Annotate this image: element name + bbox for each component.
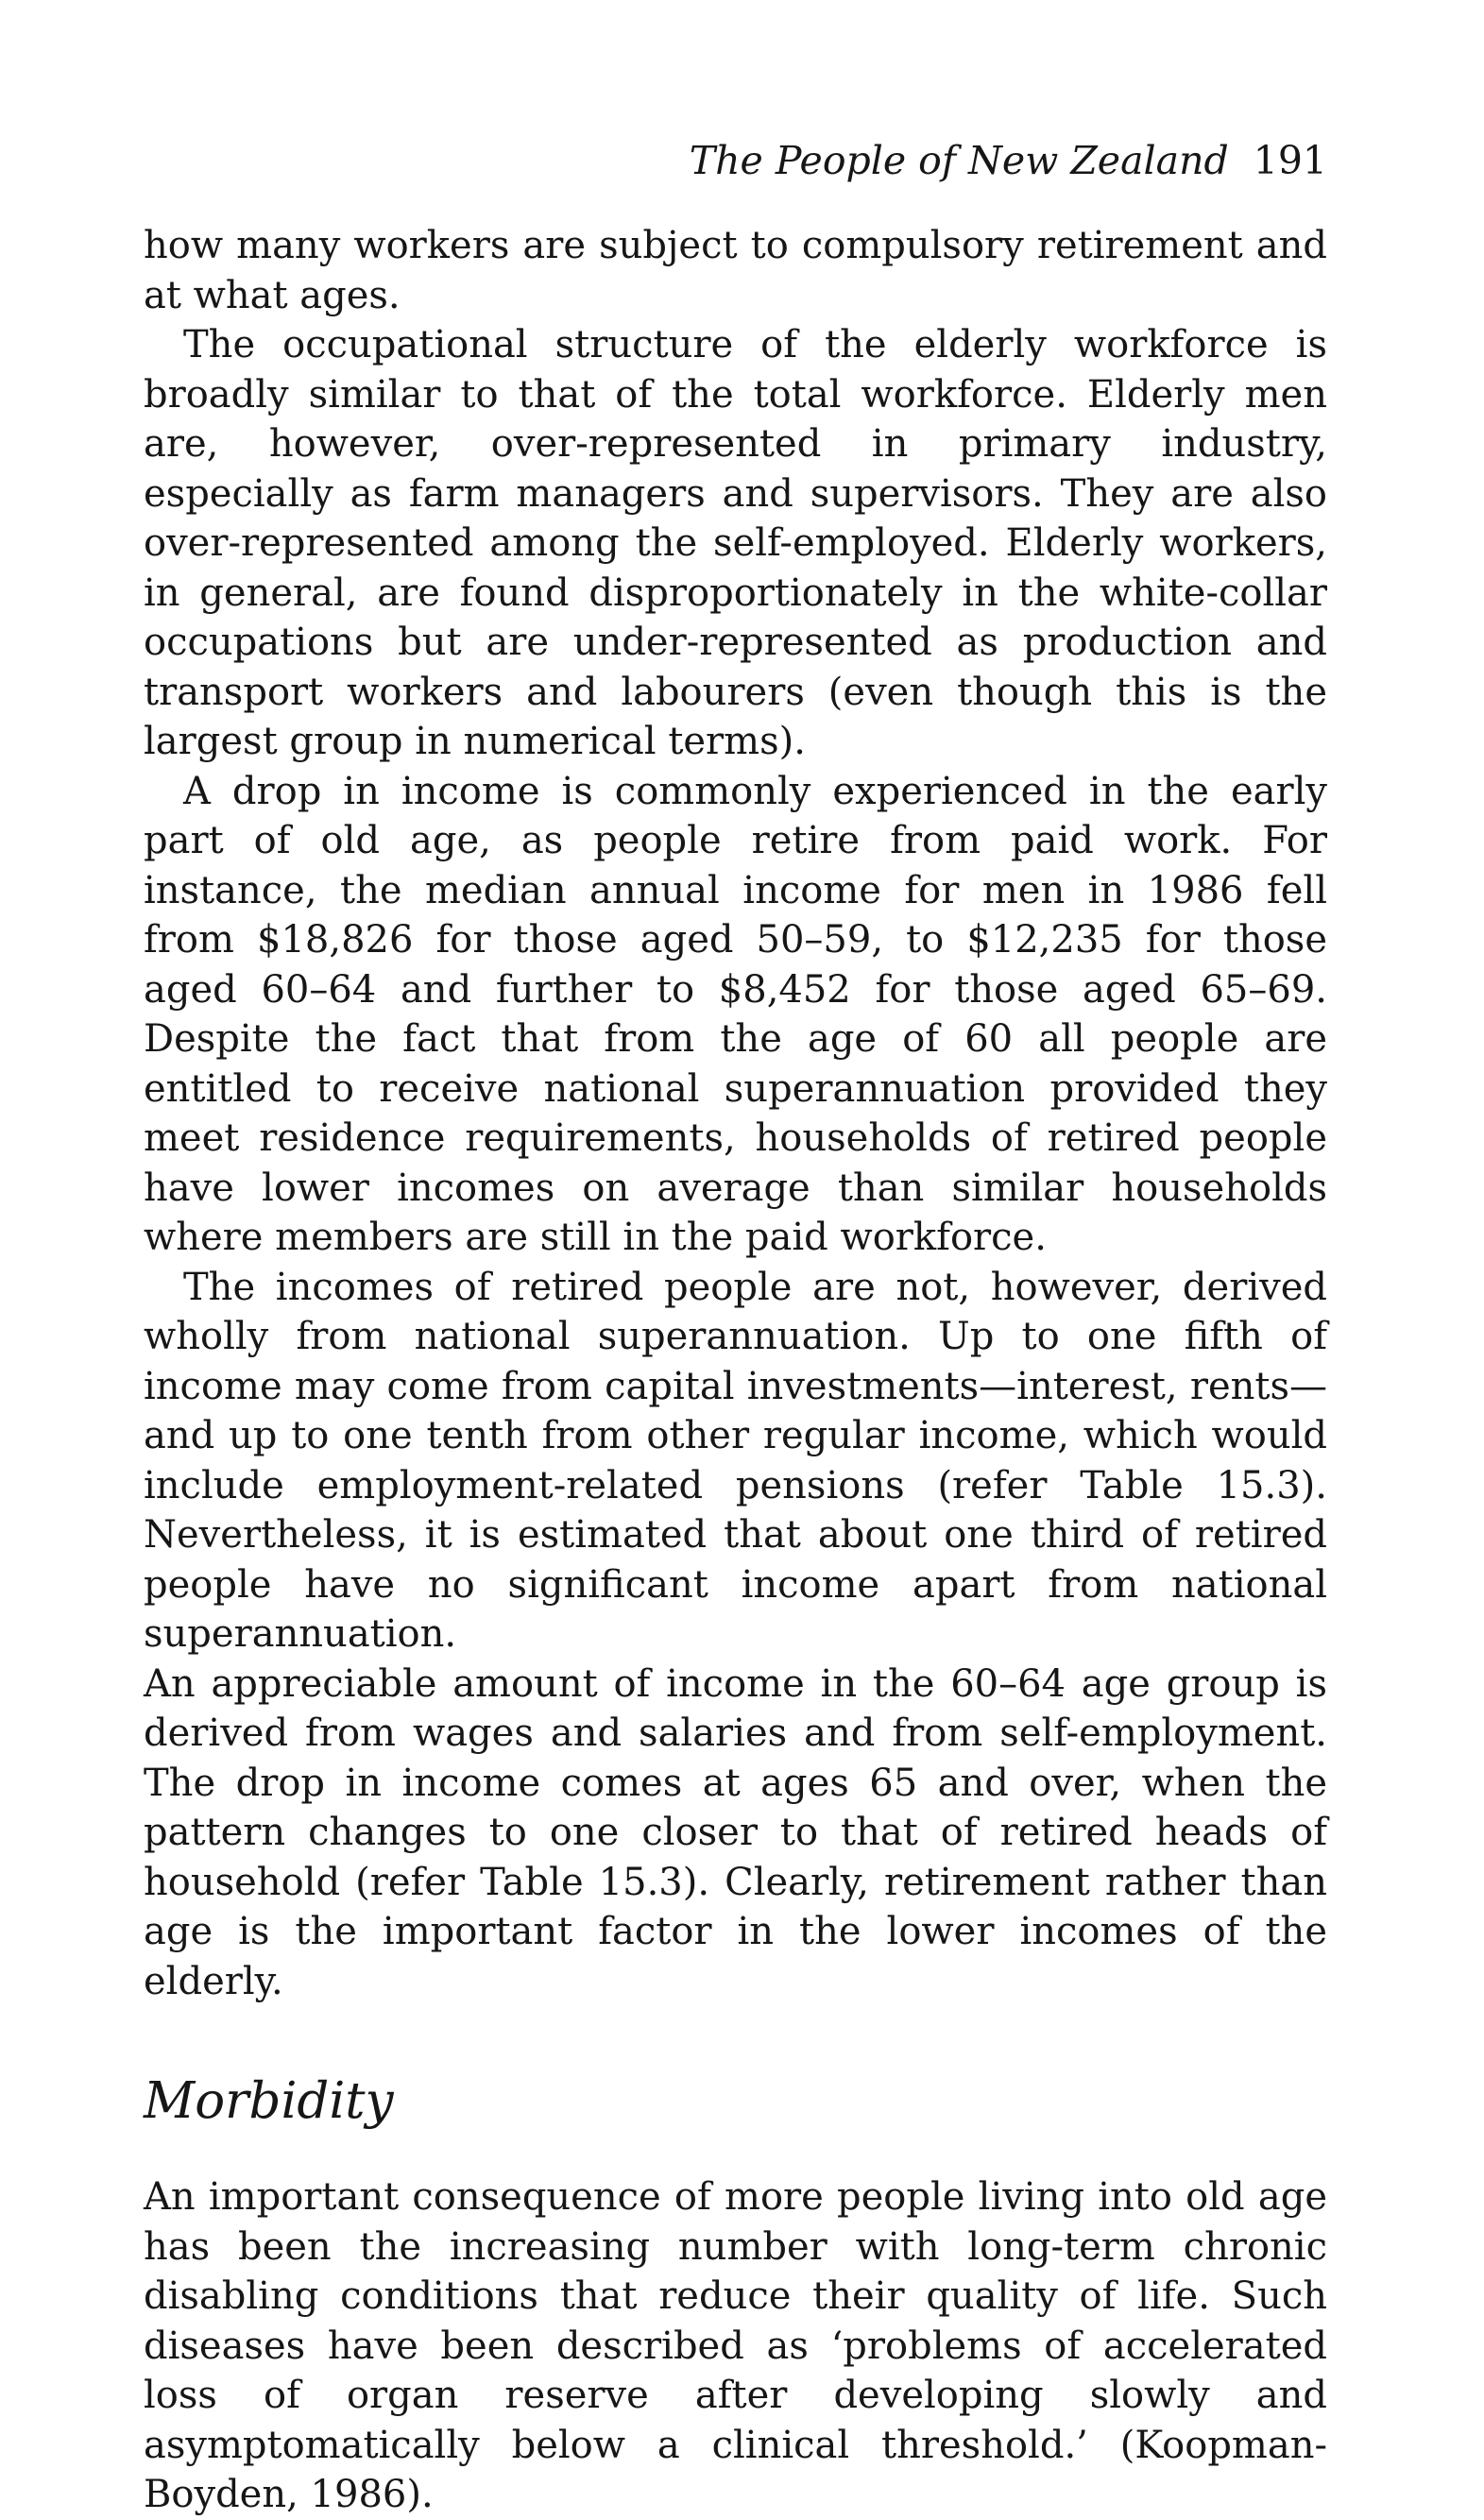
paragraph-retired-incomes: The incomes of retired people are not, however, derived wholly from national superannuation. Up to one fifth of income may come from capital investments—interest, rents—and up to one tenth from other regular income, which would include employment-related pensions (refer Table 15.3). Nevertheless, it is estimated that about one third of retired people have no significant income apart from national superannuation. [144,1265,1327,1656]
paragraph-continued: how many workers are subject to compulsory retirement and at what ages. [144,224,1327,317]
text-block [144,221,1327,2520]
paragraph-income-drop: A drop in income is commonly experienced in the early part of old age, as people retire from paid work. For instance, the median annual income for men in 1986 fell from $18,826 for those aged 50–59, to $12,235 for those aged 60–64 and further to $8,452 for those aged 65–69. Despite the fact that from the age of 60 all people are entitled to receive national superannuation provided they meet residence requirements, households of retired people have lower incomes on average than similar households where members are still in the paid workforce. [144,769,1327,1259]
paragraph-occupational-structure: The occupational structure of the elderly workforce is broadly similar to that of the total workforce. Elderly men are, however, over-represented in primary industry, especially as farm managers and supervisors. They are also over-represented among the self-employed. Elderly workers, in general, are found disproportionately in the white-collar occupations but are under-represented as production and transport workers and labourers (even though this is the largest group in numerical terms). [144,323,1327,763]
paragraph-age-group-income: An appreciable amount of income in the 60–64 age group is derived from wages and salaries and from self-employment. The drop in income comes at ages 65 and over, when the pattern changes to one closer to that of retired heads of household (refer Table 15.3). Clearly, retirement rather than age is the important factor in the lower incomes of the elderly. [144,1661,1327,2003]
section-heading-morbidity: Morbidity [144,2072,394,2130]
page-number: 191 [1253,138,1327,183]
running-title: The People of New Zealand [689,138,1229,183]
running-head [690,134,1327,187]
paragraph-morbidity: An important consequence of more people living into old age has been the increasing number with long-term chronic disabling conditions that reduce their quality of life. Such diseases have been described as ‘problems of accelerated loss of organ reserve after developing slowly and asymptomatically below a clinical threshold.’ (Koopman-Boyden, 1986). [144,2175,1327,2516]
